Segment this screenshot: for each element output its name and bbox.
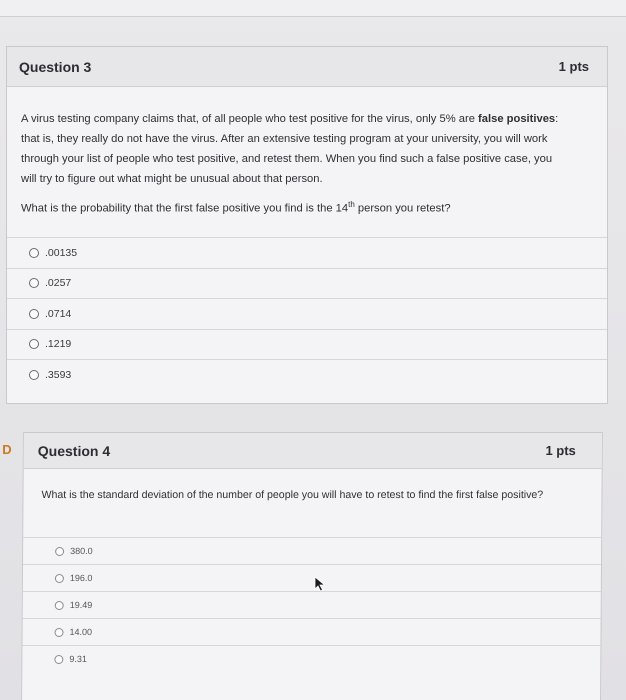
radio-circle-icon[interactable] [29, 370, 39, 380]
option-label: .0714 [45, 307, 72, 320]
question-3-points: 1 pts [558, 59, 589, 74]
option-label: 196.0 [69, 573, 93, 583]
option-label: 19.49 [69, 600, 93, 610]
question-3-text-part1: A virus testing company claims that, of all people who test positive for the virus, only 5% are [21, 113, 479, 125]
side-marker: D [2, 442, 12, 457]
question-3-option-1[interactable] [7, 237, 607, 268]
question-3-option-2[interactable] [7, 268, 607, 299]
question-3-header [7, 47, 607, 87]
question-3-answers [7, 237, 607, 390]
option-label: .0257 [45, 277, 72, 290]
radio-circle-icon[interactable] [29, 278, 39, 288]
radio-circle-icon[interactable] [55, 574, 64, 583]
option-label: 14.00 [69, 627, 93, 637]
question-3-ask-prefix: What is the probability that the first false positive you find is the 14 [21, 202, 349, 215]
option-label: 380.0 [70, 546, 93, 556]
question-4-option-5[interactable] [22, 645, 600, 672]
question-4-title: Question 4 [37, 442, 111, 459]
question-4-option-2[interactable] [23, 564, 601, 591]
question-4-header [24, 433, 602, 469]
option-label: .3593 [45, 368, 72, 381]
question-4-option-3[interactable] [23, 591, 601, 618]
radio-circle-icon[interactable] [54, 655, 63, 664]
question-3-card [6, 46, 608, 404]
question-3-option-4[interactable] [7, 329, 607, 360]
question-3-text-bold: false positives [478, 113, 556, 125]
question-3-title: Question 3 [19, 58, 92, 75]
radio-circle-icon[interactable] [29, 339, 39, 349]
mouse-pointer-icon [314, 576, 326, 592]
radio-circle-icon[interactable] [29, 309, 39, 319]
question-4-option-1[interactable] [23, 537, 601, 564]
question-4-option-4[interactable] [22, 618, 600, 645]
option-label: .1219 [45, 338, 72, 351]
question-4-points: 1 pts [545, 443, 576, 458]
question-4-text: What is the standard deviation of the number of people you will have to retest to find the first false positive? [41, 489, 544, 501]
question-3-option-3[interactable] [7, 298, 607, 329]
question-4-answers [22, 537, 601, 672]
question-3-ask-sup: th [348, 200, 355, 209]
radio-circle-icon[interactable] [55, 601, 64, 610]
radio-circle-icon[interactable] [55, 547, 64, 556]
question-3-text [21, 109, 567, 219]
question-4-card [21, 432, 603, 700]
option-label: 9.31 [69, 654, 87, 664]
browser-top-strip [0, 0, 626, 17]
radio-circle-icon[interactable] [55, 628, 64, 637]
question-3-text-part2: : that is, they really do not have the virus. After an extensive testing program at your university, you will work through your list of people who test positive, and retest them. When you find such a false positive case, you will try to figure out what might be unusual about that person. [21, 113, 559, 185]
question-3-option-5[interactable] [7, 359, 607, 390]
radio-circle-icon[interactable] [29, 248, 39, 258]
question-3-ask [21, 195, 567, 219]
option-label: .00135 [45, 246, 78, 259]
question-3-ask-suffix: person you retest? [354, 202, 451, 215]
